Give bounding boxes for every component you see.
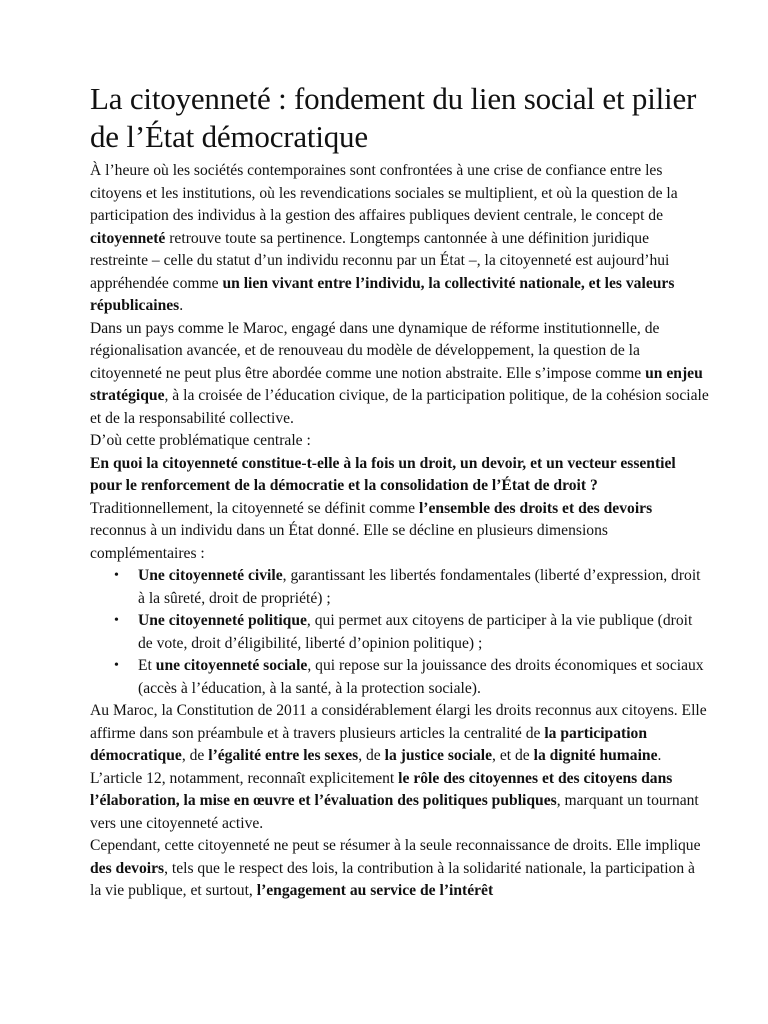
p1-bold-lien-vivant: un lien vivant entre l’individu, la collectivité nationale, et les valeurs républicaines bbox=[90, 274, 675, 314]
bullet-icon: • bbox=[114, 568, 119, 583]
dimensions-list bbox=[90, 565, 710, 700]
p1-text-a: À l’heure où les sociétés contemporaines sont confrontées à une crise de confiance entre les citoyens et les institutions, où les revendications sociales se multiplient, et où la question de la participation des individus à la gestion des affaires publiques devient centrale, le concept de bbox=[90, 162, 678, 224]
p1-bold-citoyennete: citoyenneté bbox=[90, 229, 166, 247]
list-item: • Une citoyenneté civile, garantissant les libertés fondamentales (liberté d’expression, droit à la sûreté, droit de propriété) ; bbox=[114, 567, 701, 607]
p6-bold-dignite: la dignité humaine bbox=[533, 747, 658, 764]
p6-bold-egalite: l’égalité entre les sexes bbox=[208, 747, 359, 764]
bullet-icon: • bbox=[114, 613, 119, 628]
intro-paragraph bbox=[90, 160, 710, 318]
p7-bold-devoirs: des devoirs bbox=[90, 859, 165, 877]
document-page bbox=[90, 80, 710, 903]
list-item: • Une citoyenneté politique, qui permet aux citoyens de participer à la vie publique (droit de vote, droit d’éligibilité, liberté d’opinion politique) ; bbox=[114, 612, 693, 652]
list-item-bold: Une citoyenneté civile bbox=[138, 567, 283, 584]
p7-bold-engagement: l’engagement au service de l’intérêt bbox=[256, 882, 494, 899]
p6-bold-justice: la justice sociale bbox=[384, 747, 493, 764]
question-bold: En quoi la citoyenneté constitue-t-elle à la fois un droit, un devoir, et un vecteur essentiel pour le renforcement de la démocratie et la consolidation de l’État de droit ? bbox=[90, 454, 676, 494]
p5-text-a: Traditionnellement, la citoyenneté se définit comme bbox=[90, 499, 419, 517]
p2-bold-enjeu: un enjeu stratégique bbox=[90, 364, 703, 404]
p5-bold-droits-devoirs: l’ensemble des droits et des devoirs bbox=[418, 499, 653, 517]
p2-text-a: Dans un pays comme le Maroc, engagé dans une dynamique de réforme institutionnelle, de régionalisation avancée, et de renouveau du modèle de développement, la question de la citoyenneté ne peut plus être abordée comme une notion abstraite. Elle s’impose comme bbox=[90, 319, 660, 382]
list-item-bold: Une citoyenneté politique bbox=[138, 612, 307, 629]
problematique-question bbox=[90, 453, 710, 498]
constitution-paragraph: Au Maroc, la Constitution de 2011 a considérablement élargi les droits reconnus aux citoyens. Elle affirme dans son préambule et à travers plusieurs articles la centralité de la participation démocratique, de l’égalité entre les sexes, de la justice sociale, et de la dignité humaine. L’article 12, notamment, reconnaît explicitement le rôle des citoyennes et des citoyens dans l’élaboration, la mise en œuvre et l’évaluation des politiques publiques, marquant un tournant vers une citoyenneté active. bbox=[90, 702, 707, 832]
definition-paragraph bbox=[90, 498, 710, 566]
list-item: • Et une citoyenneté sociale, qui repose sur la jouissance des droits économiques et sociaux (accès à l’éducation, à la santé, à la protection sociale). bbox=[114, 657, 704, 697]
devoirs-paragraph: Cependant, cette citoyenneté ne peut se résumer à la seule reconnaissance de droits. Elle implique des devoirs, tels que le respect des lois, la contribution à la solidarité nationale, la participation à la vie publique, et surtout, l’engagement au service de l’intérêt bbox=[90, 837, 701, 899]
maroc-paragraph bbox=[90, 318, 710, 431]
p6-bold-role: le rôle des citoyennes et des citoyens dans l’élaboration, la mise en œuvre et l’évaluation des politiques publiques bbox=[90, 769, 673, 809]
p1-text-c: retrouve toute sa pertinence. Longtemps cantonnée à une définition juridique restreinte – celle du statut d’un individu reconnu par un État –, la citoyenneté est aujourd’hui appréhendée comme bbox=[90, 229, 670, 292]
p6-bold-participation: la participation démocratique bbox=[90, 724, 648, 764]
bullet-icon: • bbox=[114, 658, 119, 673]
p5-text-c: reconnus à un individu dans un État donné. Elle se décline en plusieurs dimensions complémentaires : bbox=[90, 522, 608, 562]
problematique-intro: D’où cette problématique centrale : bbox=[90, 432, 311, 449]
document-title: La citoyenneté : fondement du lien social et pilier de l’État démocratique bbox=[90, 81, 697, 154]
p2-text-c: , à la croisée de l’éducation civique, de la participation politique, de la cohésion sociale et de la responsabilité collective. bbox=[90, 387, 709, 427]
list-item-bold: une citoyenneté sociale bbox=[155, 657, 308, 674]
p1-text-d: . bbox=[179, 297, 184, 314]
